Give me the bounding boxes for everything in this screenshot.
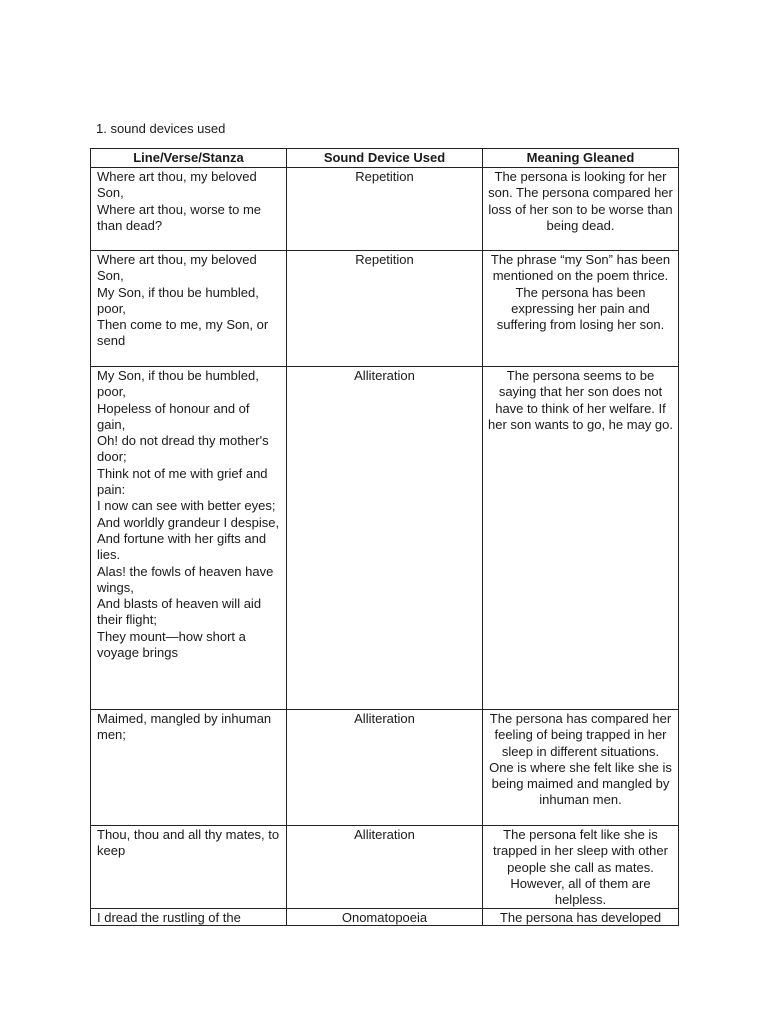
table-row — [91, 367, 679, 710]
sound-device-text: Onomatopoeia — [341, 910, 428, 926]
sound-device-cell: Alliteration — [287, 710, 483, 826]
meaning-cell: The persona has compared her feeling of being trapped in her sleep in different situations. One is where she felt like she is being maimed and mangled by inhuman men. — [483, 710, 679, 826]
meaning-cell: The persona felt like she is trapped in her sleep with other people she call as mates. However, all of them are helpless. — [483, 826, 679, 909]
poem-line: Maimed, mangled by inhuman men; — [97, 711, 272, 743]
poem-line: My Son, if thou be humbled, poor, — [97, 284, 259, 316]
line-verse-cell — [91, 168, 287, 251]
section-heading: 1. sound devices used — [96, 121, 226, 136]
sound-device-cell: Repetition — [287, 251, 483, 367]
poem-line: Where art thou, my beloved Son, — [97, 169, 257, 201]
header-line-verse-stanza: Line/Verse/Stanza — [91, 149, 287, 168]
poem-line: I now can see with better eyes; — [97, 498, 276, 514]
poem-line: Hopeless of honour and of gain, — [97, 400, 250, 432]
meaning-cell: The persona seems to be saying that her son does not have to think of her welfare. If her son wants to go, he may go. — [483, 367, 679, 710]
table-header-row — [91, 149, 679, 168]
line-verse-cell — [91, 251, 287, 367]
poem-line: I dread the rustling of the — [97, 910, 241, 926]
line-verse-cell — [91, 367, 287, 710]
poem-line: And blasts of heaven will aid their flight; — [97, 596, 262, 628]
meaning-text: The persona has developed — [499, 910, 662, 926]
line-verse-cell — [91, 710, 287, 826]
table-row — [91, 251, 679, 367]
sound-device-cell: Alliteration — [287, 826, 483, 909]
poem-line: And worldly grandeur I despise, — [97, 514, 280, 530]
poem-line: Think not of me with grief and pain: — [97, 465, 268, 498]
sound-device-cell: Alliteration — [287, 367, 483, 710]
line-verse-cell — [91, 826, 287, 909]
line-verse-cell — [91, 909, 287, 926]
sound-device-cell — [287, 909, 483, 926]
poem-line: Where art thou, worse to me than dead? — [97, 201, 262, 233]
table-row — [91, 168, 679, 251]
meaning-cell: The persona is looking for her son. The persona compared her loss of her son to be worse than being dead. — [483, 168, 679, 251]
poem-line: Thou, thou and all thy mates, to keep — [97, 827, 280, 859]
poem-line: Then come to me, my Son, or send — [97, 317, 269, 349]
poem-line: Alas! the fowls of heaven have wings, — [97, 563, 274, 595]
sound-devices-table — [90, 148, 679, 926]
meaning-cell — [483, 909, 679, 926]
table-row — [91, 909, 679, 926]
poem-line: Oh! do not dread thy mother's door; — [97, 433, 269, 465]
poem-line: They mount—how short a voyage brings — [97, 628, 246, 661]
poem-line: And fortune with her gifts and lies. — [97, 530, 267, 563]
table-row — [91, 710, 679, 826]
table-row — [91, 826, 679, 909]
sound-device-cell: Repetition — [287, 168, 483, 251]
poem-line: My Son, if thou be humbled, poor, — [97, 368, 259, 400]
header-sound-device-used: Sound Device Used — [287, 149, 483, 168]
poem-line: Where art thou, my beloved Son, — [97, 252, 257, 284]
meaning-cell: The phrase “my Son” has been mentioned on the poem thrice. The persona has been expressing her pain and suffering from losing her son. — [483, 251, 679, 367]
header-meaning-gleaned: Meaning Gleaned — [483, 149, 679, 168]
